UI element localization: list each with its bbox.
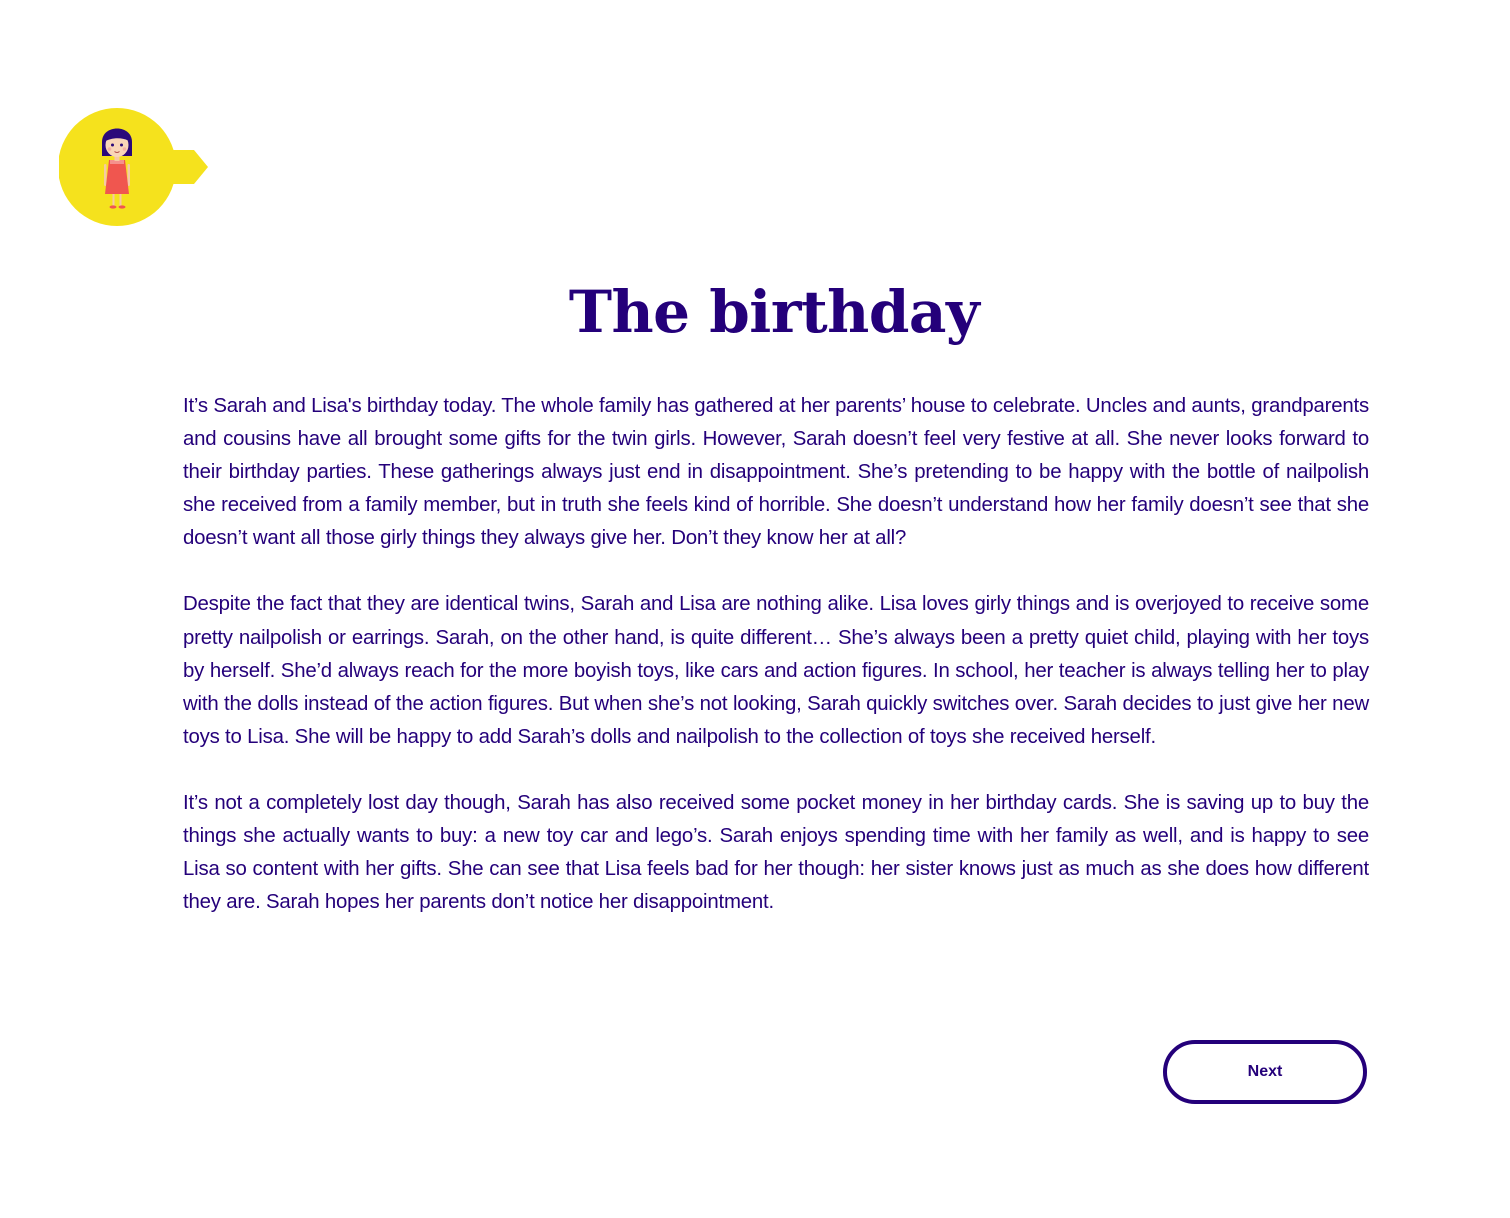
story-text	[183, 390, 1369, 952]
avatar-badge	[59, 108, 209, 228]
girl-avatar-icon	[59, 108, 209, 228]
page-title: The birthday	[568, 278, 980, 346]
next-button[interactable]: Next	[1163, 1040, 1367, 1104]
story-paragraph: Despite the fact that they are identical twins, Sarah and Lisa are nothing alike. Lisa loves girly things and is overjoyed to receive some pretty nailpolish or earrings. Sarah, on the other hand, is quite different… She’s always been a pretty quiet child, playing with her toys by herself. She’d always reach for the more boyish toys, like cars and action figures. In school, her teacher is always telling her to play with the dolls instead of the action figures. But when she’s not looking, Sarah quickly switches over. Sarah decides to just give her new toys to Lisa. She will be happy to add Sarah’s dolls and nailpolish to the collection of toys she received herself.	[183, 593, 1369, 748]
story-paragraph: It’s Sarah and Lisa's birthday today. The whole family has gathered at her parents’ house to celebrate. Uncles and aunts, grandparents and cousins have all brought some gifts for the twin girls. However, Sarah doesn’t feel very festive at all. She never looks forward to their birthday parties. These gatherings always just end in disappointment. She’s pretending to be happy with the bottle of nailpolish she received from a family member, but in truth she feels kind of horrible. She doesn’t understand how her family doesn’t see that she doesn’t want all those girly things they always give her. Don’t they know her at all?	[183, 395, 1369, 550]
story-paragraph: It’s not a completely lost day though, Sarah has also received some pocket money in her birthday cards. She is saving up to buy the things she actually wants to buy: a new toy car and lego’s. Sarah enjoys spending time with her family as well, and is happy to see Lisa so content with her gifts. She can see that Lisa feels bad for her though: her sister knows just as much as she does how different they are. Sarah hopes her parents don’t notice her disappointment.	[183, 791, 1369, 914]
